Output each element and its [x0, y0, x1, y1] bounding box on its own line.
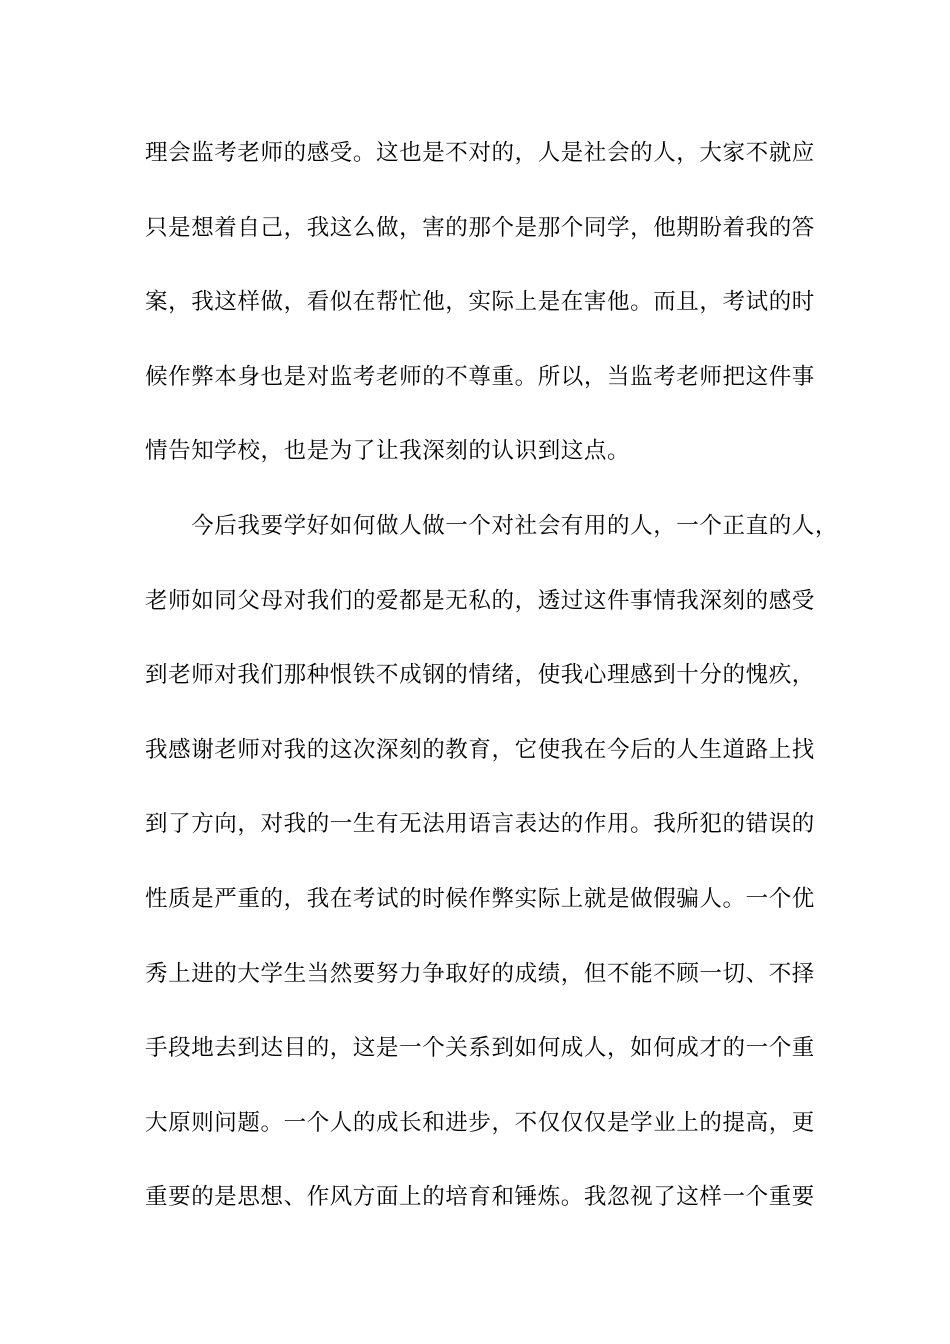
text-line: 老师如同父母对我们的爱都是无私的，透过这件事情我深刻的感受: [145, 587, 815, 614]
text-line: 性质是严重的，我在考试的时候作弊实际上就是做假骗人。一个优: [145, 885, 815, 912]
text-line: 候作弊本身也是对监考老师的不尊重。所以，当监考老师把这件事: [145, 363, 815, 390]
text-line: 我感谢老师对我的这次深刻的教育，它使我在今后的人生道路上找: [145, 736, 815, 763]
text-line: 秀上进的大学生当然要努力争取好的成绩，但不能不顾一切、不择: [145, 960, 815, 987]
paragraph-start-line: 今后我要学好如何做人做一个对社会有用的人，一个正直的人，: [145, 512, 839, 539]
body-text: [145, 132, 845, 1251]
text-line: 大原则问题。一个人的成长和进步，不仅仅仅是学业上的提高，更: [145, 1109, 815, 1136]
text-line: 手段地去到达目的，这是一个关系到如何成人，如何成才的一个重: [145, 1035, 815, 1062]
text-line: 理会监考老师的感受。这也是不对的，人是社会的人，大家不就应: [145, 140, 815, 166]
text-line: 到老师对我们那种恨铁不成钢的情绪，使我心理感到十分的愧疚，: [145, 662, 815, 689]
text-line: 案，我这样做，看似在帮忙他，实际上是在害他。而且，考试的时: [145, 289, 815, 316]
text-line: 到了方向，对我的一生有无法用语言表达的作用。我所犯的错误的: [145, 811, 815, 838]
text-line: 重要的是思想、作风方面上的培育和锤炼。我忽视了这样一个重要: [145, 1184, 815, 1211]
text-line: 情告知学校，也是为了让我深刻的认识到这点。: [145, 438, 631, 465]
text-line: 只是想着自己，我这么做，害的那个是那个同学，他期盼着我的答: [145, 214, 815, 241]
